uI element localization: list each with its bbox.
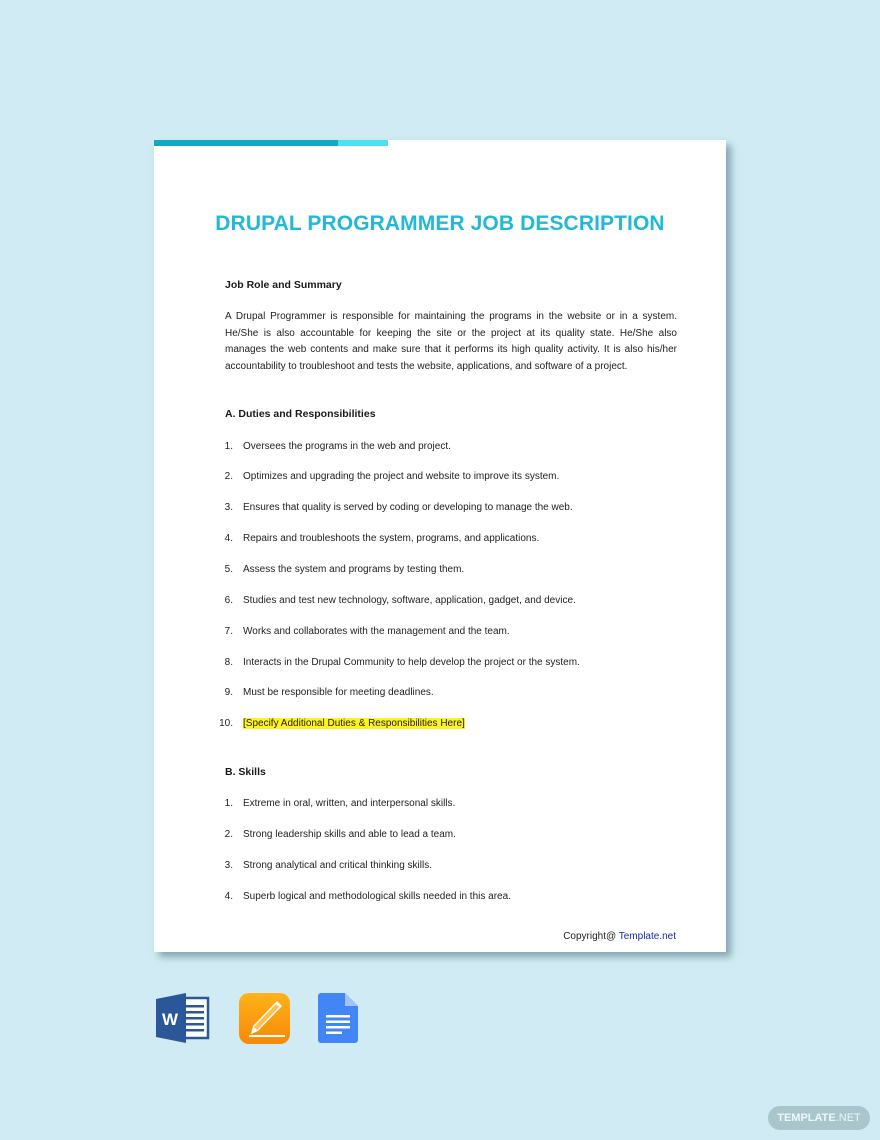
summary-heading: Job Role and Summary bbox=[225, 279, 342, 291]
document-page bbox=[154, 140, 726, 952]
apple-pages-icon[interactable] bbox=[239, 993, 290, 1049]
duty-item: 6. Studies and test new technology, software, application, gadget, and device. bbox=[224, 595, 576, 606]
duty-item: 9. Must be responsible for meeting deadlines. bbox=[224, 687, 434, 698]
summary-paragraph: A Drupal Programmer is responsible for maintaining the programs in the website or in a system. He/She is also accountable for keeping the site or the project at its quality state. He/She also manages the web contents and make sure that it performs its high quality activity. It is also his/her accountability to troubleshoot and tests the website, applications, and software of a project. bbox=[225, 311, 677, 372]
duty-item: 7. Works and collaborates with the management and the team. bbox=[224, 626, 510, 637]
skill-item: 3. Strong analytical and critical thinking skills. bbox=[224, 860, 432, 871]
placeholder-highlight: [Specify Additional Duties & Responsibilities Here] bbox=[243, 718, 465, 729]
duty-item-placeholder: 10. [Specify Additional Duties & Responsibilities Here] bbox=[219, 718, 465, 729]
duty-item: 3. Ensures that quality is served by coding or developing to manage the web. bbox=[224, 502, 573, 513]
template-net-link[interactable]: Template.net bbox=[618, 931, 676, 942]
duty-item: 5. Assess the system and programs by testing them. bbox=[224, 564, 465, 575]
svg-text:W: W bbox=[161, 1010, 179, 1029]
duty-item: 4. Repairs and troubleshoots the system, programs, and applications. bbox=[224, 533, 540, 544]
duty-item: 1. Oversees the programs in the web and project. bbox=[224, 441, 451, 452]
skill-item: 1. Extreme in oral, written, and interpersonal skills. bbox=[224, 798, 456, 809]
microsoft-word-icon[interactable] bbox=[156, 993, 210, 1048]
duty-item: 8. Interacts in the Drupal Community to help develop the project or the system. bbox=[224, 657, 580, 668]
copyright-notice: Copyright@ Template.net bbox=[563, 931, 676, 942]
duties-heading: A. Duties and Responsibilities bbox=[225, 408, 376, 420]
document-title: DRUPAL PROGRAMMER JOB DESCRIPTION bbox=[215, 212, 665, 235]
template-net-watermark: TEMPLATE.NET bbox=[768, 1106, 870, 1130]
skill-item: 4. Superb logical and methodological skills needed in this area. bbox=[224, 891, 511, 902]
accent-bar-dark bbox=[154, 140, 338, 146]
duty-item: 2. Optimizes and upgrading the project and website to improve its system. bbox=[224, 471, 560, 482]
skill-item: 2. Strong leadership skills and able to lead a team. bbox=[224, 829, 456, 840]
accent-bar-light bbox=[338, 140, 388, 146]
google-docs-icon[interactable] bbox=[318, 993, 358, 1048]
skills-heading: B. Skills bbox=[225, 766, 266, 778]
